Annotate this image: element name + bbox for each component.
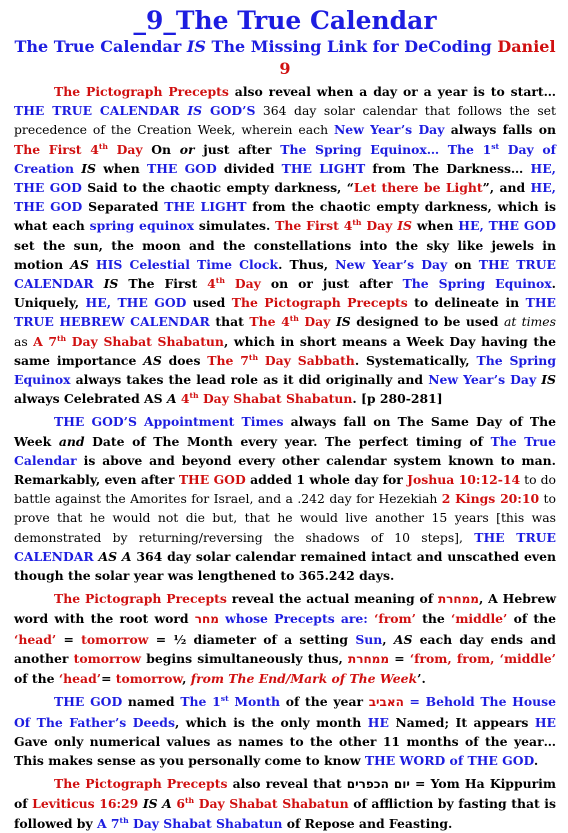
- text-run: IS: [392, 218, 412, 234]
- text-run: also reveal that: [227, 776, 347, 792]
- text-run: The True Calendar: [14, 37, 187, 56]
- text-run: IS: [93, 276, 119, 292]
- text-run: tomorrow: [115, 671, 183, 687]
- text-run: from The Darkness…: [365, 160, 531, 176]
- text-run: Joshua 10:12-14: [407, 472, 521, 488]
- text-run: The Spring Equinox: [14, 352, 556, 388]
- text-run: does: [161, 352, 208, 368]
- text-run: New Year’s Day: [335, 256, 448, 272]
- text-run: added 1 whole day for: [245, 472, 408, 488]
- text-run: , A Hebrew word with the root word: [14, 591, 556, 627]
- text-run: The First: [118, 276, 208, 292]
- hebrew-word: ממחרת: [348, 651, 390, 666]
- text-run: =: [389, 650, 410, 666]
- text-run: Day: [298, 314, 331, 330]
- text-run: st: [491, 141, 500, 151]
- text-run: that: [209, 314, 250, 330]
- text-run: of affliction by fasting that is followed by: [14, 796, 556, 831]
- text-run: New Year’s Day: [333, 122, 445, 138]
- text-run: THE TRUE CALENDAR: [14, 103, 188, 119]
- text-run: ”, and: [482, 180, 531, 196]
- text-run: THE WORD of THE GOD: [364, 752, 534, 768]
- text-run: simulates.: [193, 218, 276, 234]
- text-run: The Spring Equinox… The 1: [280, 141, 492, 157]
- text-run: Day Shabat Shabatun: [194, 796, 349, 812]
- text-run: IS A: [138, 796, 172, 812]
- text-run: The Pictograph Precepts: [54, 591, 227, 607]
- text-run: Sun: [355, 631, 383, 647]
- text-run: AS: [70, 256, 89, 272]
- text-run: 364 day solar calendar remained intact and unscathed even though the solar year was lengthened to 365.242 days.: [14, 548, 556, 584]
- text-run: 4: [176, 391, 190, 407]
- text-run: Let there be Light: [353, 180, 483, 196]
- text-run: The Pictograph Precepts: [54, 84, 229, 99]
- text-run: tomorrow: [81, 631, 149, 647]
- text-run: Named; It appears: [388, 714, 535, 730]
- text-run: for DeCoding: [372, 37, 498, 56]
- text-run: of Repose and Feasting.: [282, 815, 453, 831]
- text-run: HE, THE GOD: [14, 180, 556, 215]
- text-run: always takes the lead role as it did originally and: [70, 372, 429, 388]
- text-run: of the year: [280, 694, 369, 710]
- text-run: IS: [74, 160, 96, 176]
- text-run: always fall on The Same Day of The Week: [14, 414, 556, 449]
- text-run: =: [101, 671, 116, 687]
- hebrew-word: יום הכפרים: [346, 777, 410, 792]
- text-run: whose Precepts are:: [218, 611, 375, 627]
- text-run: st: [220, 694, 229, 704]
- text-run: spring equinox: [89, 218, 194, 234]
- text-run: is above and beyond every other calendar system known to man. Remarkably, even after: [14, 452, 556, 488]
- text-run: = ½ diameter of a setting: [148, 631, 356, 647]
- text-run: ‘head’: [14, 631, 57, 647]
- text-run: THE GOD’S Appointment Times: [54, 414, 284, 430]
- text-run: . Thus,: [278, 256, 336, 272]
- text-run: The 7: [207, 352, 249, 368]
- text-run: Day: [361, 218, 393, 234]
- text-run: = Yom Ha Kippurim of: [14, 776, 556, 812]
- text-run: New Year’s Day: [428, 372, 537, 388]
- text-run: The 1: [180, 694, 221, 710]
- text-run: of the: [507, 611, 556, 627]
- text-run: as: [14, 333, 34, 349]
- paragraph-new-year: [14, 82, 556, 408]
- text-run: ‘head’: [58, 671, 102, 687]
- text-run: The True Calendar: [14, 433, 557, 468]
- page-title: _9_The True Calendar: [133, 6, 437, 35]
- text-run: .: [533, 752, 539, 768]
- text-run: IS: [187, 103, 203, 119]
- text-run: each day ends and another: [14, 631, 556, 666]
- text-run: . Uniquely,: [14, 276, 556, 311]
- text-run: THE TRUE HEBREW CALENDAR: [14, 295, 556, 330]
- text-run: tomorrow: [73, 650, 141, 666]
- text-run: divided: [216, 160, 282, 176]
- text-run: HE: [534, 714, 556, 730]
- text-run: named: [122, 694, 181, 710]
- text-run: also reveal when a day or a year is to start…: [228, 84, 556, 99]
- text-run: . [p 280-281]: [352, 391, 443, 407]
- text-run: HIS Celestial Time Clock: [88, 256, 279, 272]
- text-run: Day Shabat Shabatun: [128, 815, 283, 831]
- text-run: THE LIGHT: [164, 199, 247, 215]
- text-run: on: [447, 256, 479, 272]
- hebrew-word: מחר: [194, 612, 219, 627]
- text-run: from the chaotic empty darkness, which is what each: [14, 199, 557, 234]
- text-run: on or just after: [260, 276, 403, 292]
- text-run: 4: [207, 276, 216, 292]
- text-run: or: [179, 141, 195, 157]
- text-run: Daniel 9: [279, 37, 556, 78]
- text-run: A 7: [96, 815, 120, 831]
- text-run: 364 day solar calendar that follows the set precedence of the Creation Week, wherein each: [14, 103, 556, 138]
- text-run: GOD’S: [202, 103, 256, 119]
- text-run: AS: [143, 352, 162, 368]
- text-run: th: [56, 333, 67, 343]
- text-run: A 7: [33, 333, 57, 349]
- text-run: set the sun, the moon and the constellations into the sky like jewels in motion: [14, 237, 556, 272]
- text-run: to do battle against the Amorites for Israel, and a .242 day for Hezekiah: [14, 472, 556, 507]
- text-run: THE GOD: [146, 160, 217, 176]
- text-run: 2 Kings 20:10: [441, 491, 540, 507]
- text-run: IS: [330, 314, 351, 330]
- text-run: ,: [182, 671, 191, 687]
- text-run: The First 4: [14, 141, 99, 157]
- text-run: HE: [367, 714, 389, 730]
- text-run: designed to be used: [350, 314, 505, 330]
- paragraph-appointment-times: [14, 412, 556, 585]
- text-run: THE GOD: [54, 694, 123, 710]
- text-run: HE, THE GOD: [14, 160, 556, 196]
- text-run: from The End/Mark of The Week: [190, 671, 418, 687]
- text-run: Date of The Month every year. The perfect timing of: [84, 433, 491, 449]
- text-run: th: [352, 218, 362, 228]
- text-run: Day Sabbath: [258, 352, 355, 368]
- text-run: AS: [393, 631, 413, 647]
- text-run: On: [142, 141, 180, 157]
- text-run: th: [189, 391, 199, 401]
- text-run: always falls on: [444, 122, 556, 138]
- text-run: THE GOD: [178, 472, 246, 488]
- text-run: to delineate in: [407, 295, 526, 311]
- text-run: The Pictograph Precepts: [231, 295, 408, 311]
- text-run: of the: [14, 671, 59, 687]
- text-run: , which is the only month: [174, 714, 368, 730]
- text-run: at times: [504, 314, 556, 330]
- text-run: THE TRUE CALENDAR: [14, 256, 556, 292]
- text-run: Gave only numerical values as names to the other 11 months of the year… This makes sense as you personally come to know: [14, 733, 556, 768]
- text-run: begins simultaneously thus,: [141, 650, 349, 666]
- text-run: IS: [536, 372, 556, 388]
- hebrew-word: ממחרת: [437, 592, 479, 607]
- text-run: THE LIGHT: [281, 160, 366, 176]
- text-run: Day of Creation: [14, 141, 556, 176]
- text-run: Day Shabat Shabatun: [66, 333, 224, 349]
- text-run: HE, THE GOD: [458, 218, 556, 234]
- paragraph-first-month: [14, 692, 556, 770]
- text-run: ‘middle’: [451, 611, 508, 627]
- text-run: A: [166, 391, 177, 407]
- text-run: Leviticus 16:29: [32, 796, 139, 812]
- text-run: ’.: [417, 671, 426, 687]
- text-run: =: [56, 631, 82, 647]
- text-run: th: [248, 352, 259, 362]
- paragraph-yom-kippur: [14, 774, 556, 833]
- text-run: th: [98, 141, 108, 151]
- text-run: = Behold The House Of The Father’s Deeds: [14, 694, 556, 730]
- text-run: THE TRUE CALENDAR: [14, 529, 556, 564]
- text-run: th: [215, 275, 225, 285]
- text-run: The Missing Link: [205, 37, 373, 56]
- text-run: The First 4: [275, 218, 353, 234]
- text-run: Day Shabat Shabatun: [198, 391, 353, 407]
- text-run: reveal the actual meaning of: [226, 591, 438, 607]
- text-run: the: [415, 611, 451, 627]
- text-run: The Pictograph Precepts: [54, 776, 228, 792]
- text-run: AS A: [93, 548, 132, 564]
- text-run: 6: [171, 796, 185, 812]
- text-run: always Celebrated AS: [14, 391, 167, 407]
- text-run: Said to the chaotic empty darkness, “: [81, 180, 354, 196]
- text-run: Month: [228, 694, 281, 710]
- text-run: when: [95, 160, 147, 176]
- text-run: just after: [194, 141, 281, 157]
- text-run: used: [186, 295, 232, 311]
- paragraph-mimacharat: [14, 589, 556, 688]
- text-run: , which in short means a Week Day having the same importance: [14, 333, 556, 368]
- text-run: . Systematically,: [354, 352, 477, 368]
- text-run: and: [58, 433, 85, 449]
- text-run: ,: [382, 631, 394, 647]
- text-run: th: [289, 314, 299, 324]
- text-run: Separated: [82, 199, 165, 215]
- text-run: Day: [107, 141, 143, 157]
- text-run: The 4: [249, 314, 290, 330]
- page-subtitle: [14, 36, 556, 80]
- text-run: Day: [224, 276, 261, 292]
- text-run: th: [185, 796, 195, 806]
- hebrew-word: האביב: [368, 695, 404, 710]
- text-run: th: [119, 815, 129, 825]
- text-run: HE, THE GOD: [85, 295, 187, 311]
- text-run: The Spring Equinox: [402, 276, 552, 292]
- text-run: ‘from’: [374, 611, 416, 627]
- text-run: IS: [186, 37, 206, 56]
- text-run: to prove that he would not die but, that he would live another 15 years [this was demonstrated by returning/reversing the shadows of 10 steps],: [14, 491, 556, 545]
- text-run: ‘from, from, ‘middle’: [409, 650, 556, 666]
- text-run: when: [411, 218, 459, 234]
